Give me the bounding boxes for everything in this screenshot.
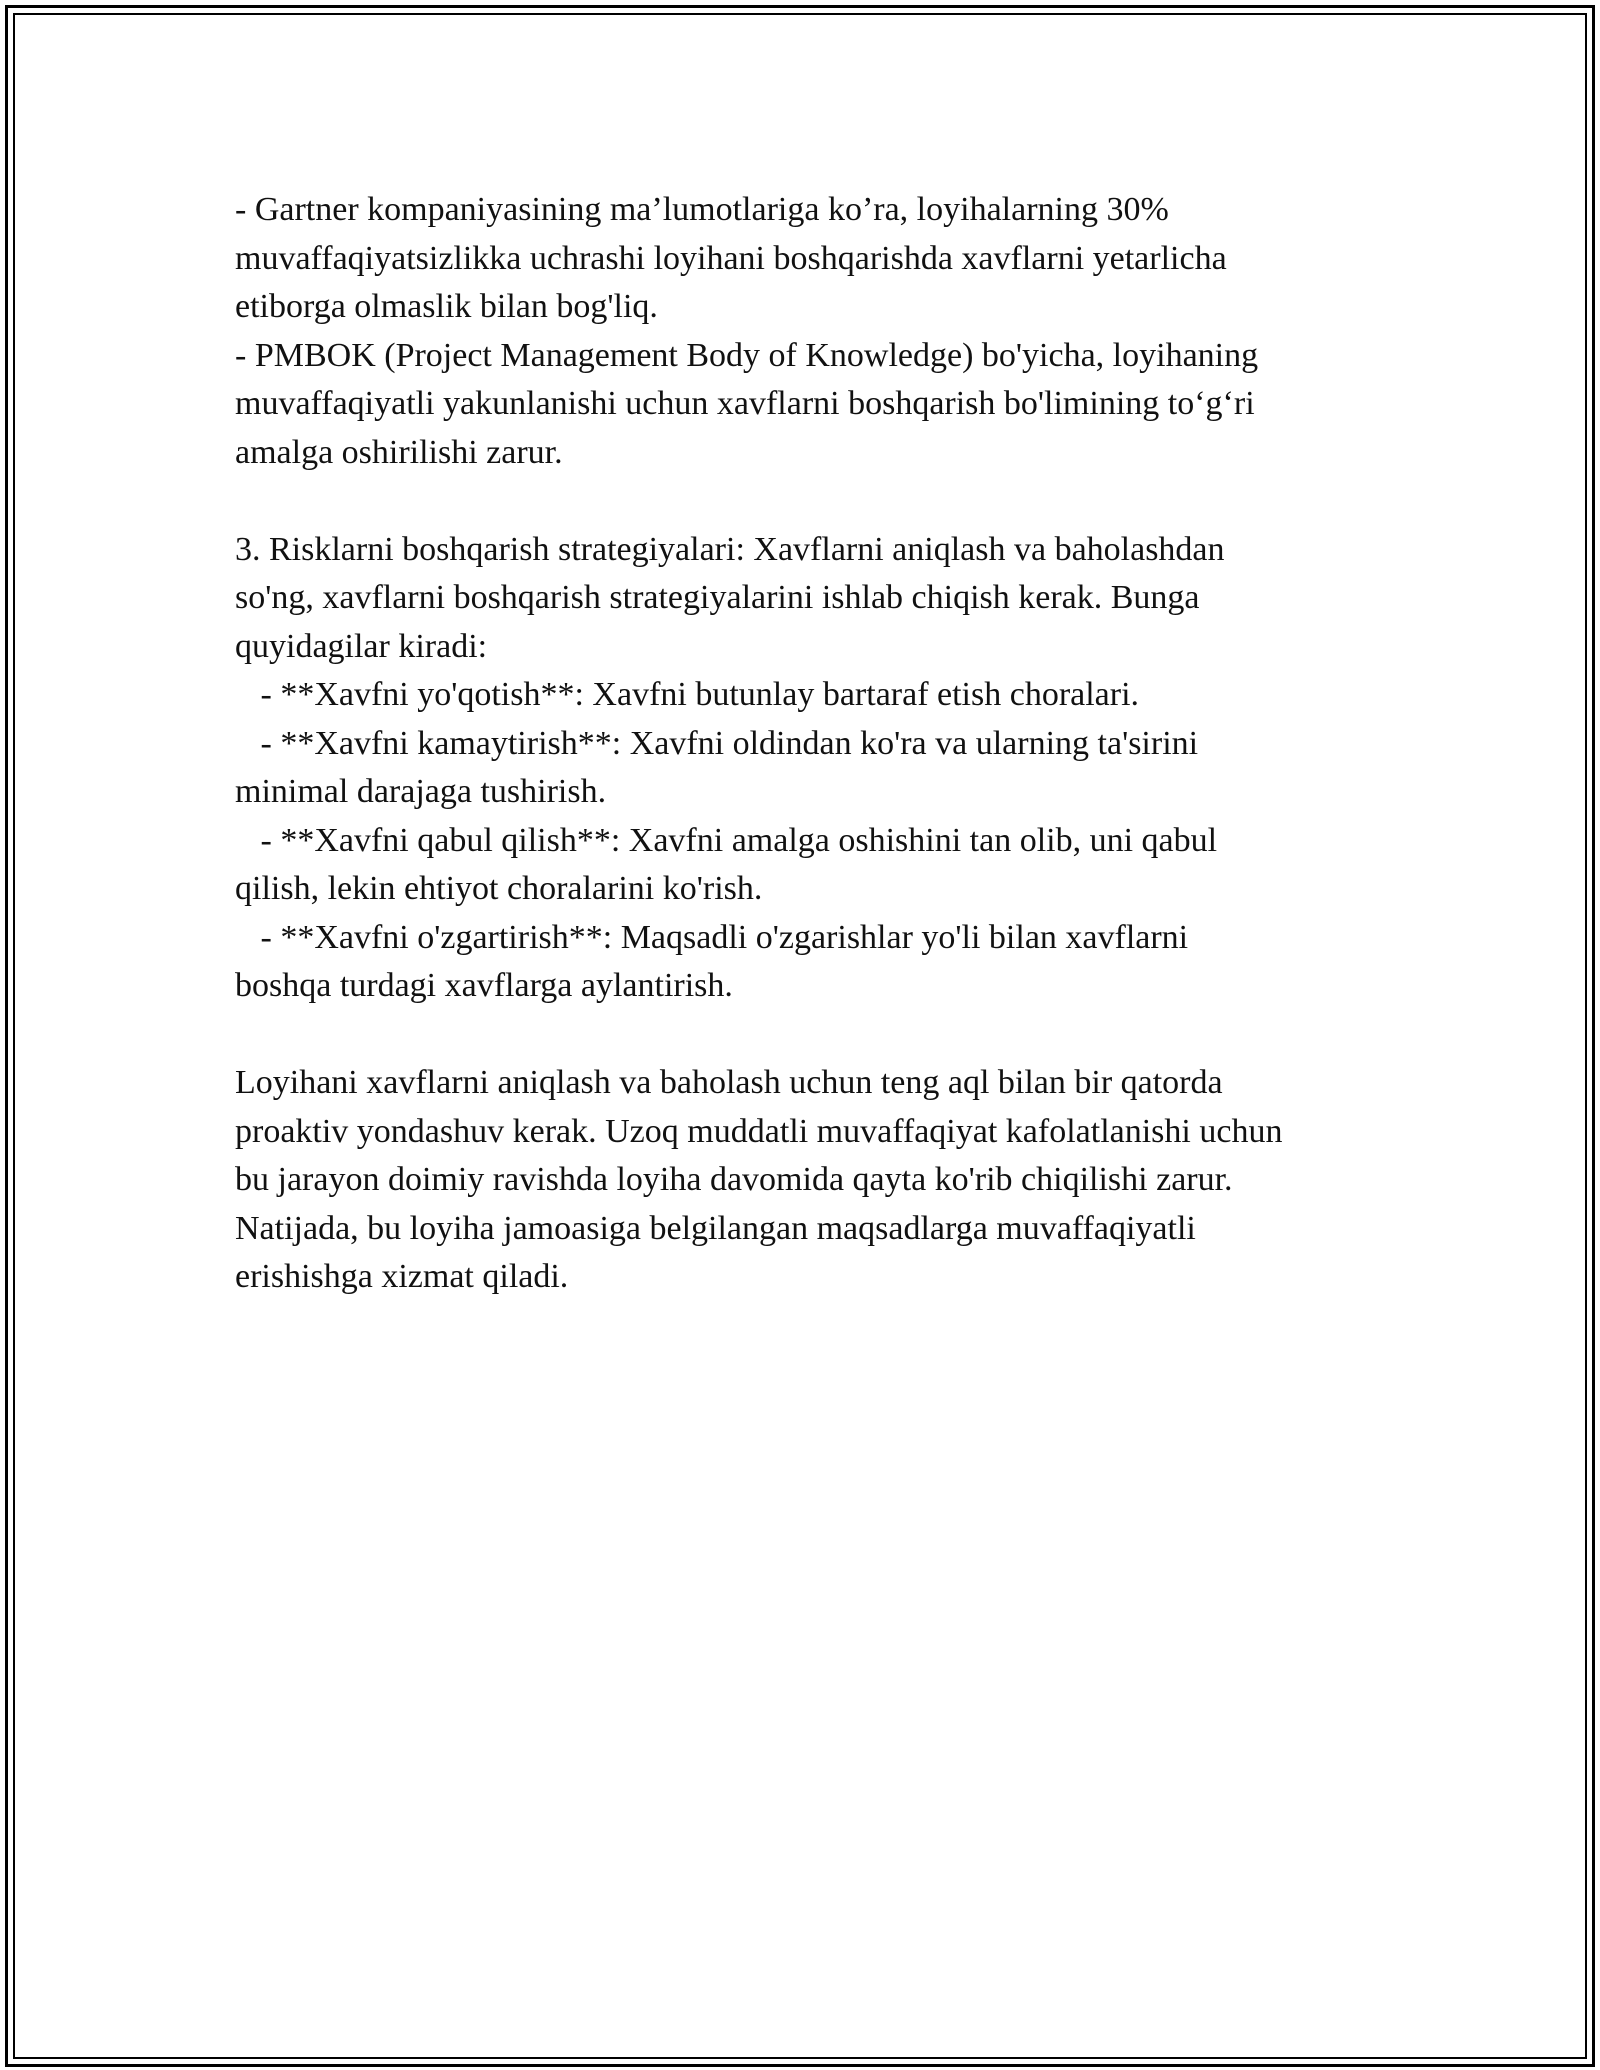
paragraph-spacer [235, 1011, 1395, 1060]
text-line: - PMBOK (Project Management Body of Knowledge) bo'yicha, loyihaning [235, 336, 1259, 374]
text-line: muvaffaqiyatsizlikka uchrashi loyihani boshqarishda xavflarni yetarlicha [235, 239, 1227, 277]
text-line: quyidagilar kiradi: [235, 627, 488, 665]
text-line: - **Xavfni qabul qilish**: Xavfni amalga oshishini tan olib, uni qabul [235, 821, 1218, 859]
text-line: boshqa turdagi xavflarga aylantirish. [235, 967, 733, 1004]
text-line: Natijada, bu loyiha jamoasiga belgilangan maqsadlarga muvaffaqiyatli [235, 1209, 1196, 1247]
text-line: - Gartner kompaniyasining ma’lumotlariga ko’ra, loyihalarning 30% [235, 191, 1169, 228]
paragraph-spacer [235, 477, 1395, 526]
text-line: erishishga xizmat qiladi. [235, 1258, 569, 1295]
text-line: amalga oshirilishi zarur. [235, 433, 563, 471]
text-line: qilish, lekin ehtiyot choralarini ko'rish. [235, 870, 763, 907]
text-line: proaktiv yondashuv kerak. Uzoq muddatli muvaffaqiyat kafolatlanishi uchun [235, 1112, 1283, 1150]
text-line: bu jarayon doimiy ravishda loyiha davomida qayta ko'rib chiqilishi zarur. [235, 1161, 1233, 1198]
text-line: etiborga olmaslik bilan bog'liq. [235, 288, 658, 325]
text-line: - **Xavfni kamaytirish**: Xavfni oldindan ko'ra va ularning ta'sirini [235, 724, 1199, 762]
text-line: minimal darajaga tushirish. [235, 773, 607, 810]
text-line: - **Xavfni yo'qotish**: Xavfni butunlay bartaraf etish choralari. [235, 676, 1140, 713]
text-line: muvaffaqiyatli yakunlanishi uchun xavflarni boshqarish bo'limining to‘g‘ri [235, 385, 1255, 422]
strategies-paragraph [235, 526, 1395, 1011]
document-body [235, 186, 1395, 1302]
text-line: - **Xavfni o'zgartirish**: Maqsadli o'zgarishlar yo'li bilan xavflarni [235, 918, 1189, 956]
text-line: 3. Risklarni boshqarish strategiyalari: Xavflarni aniqlash va baholashdan [235, 530, 1225, 568]
sources-paragraph [235, 186, 1395, 477]
text-line: Loyihani xavflarni aniqlash va baholash uchun teng aql bilan bir qatorda [235, 1064, 1223, 1101]
conclusion-paragraph [235, 1059, 1395, 1302]
text-line: so'ng, xavflarni boshqarish strategiyalarini ishlab chiqish kerak. Bunga [235, 579, 1200, 616]
